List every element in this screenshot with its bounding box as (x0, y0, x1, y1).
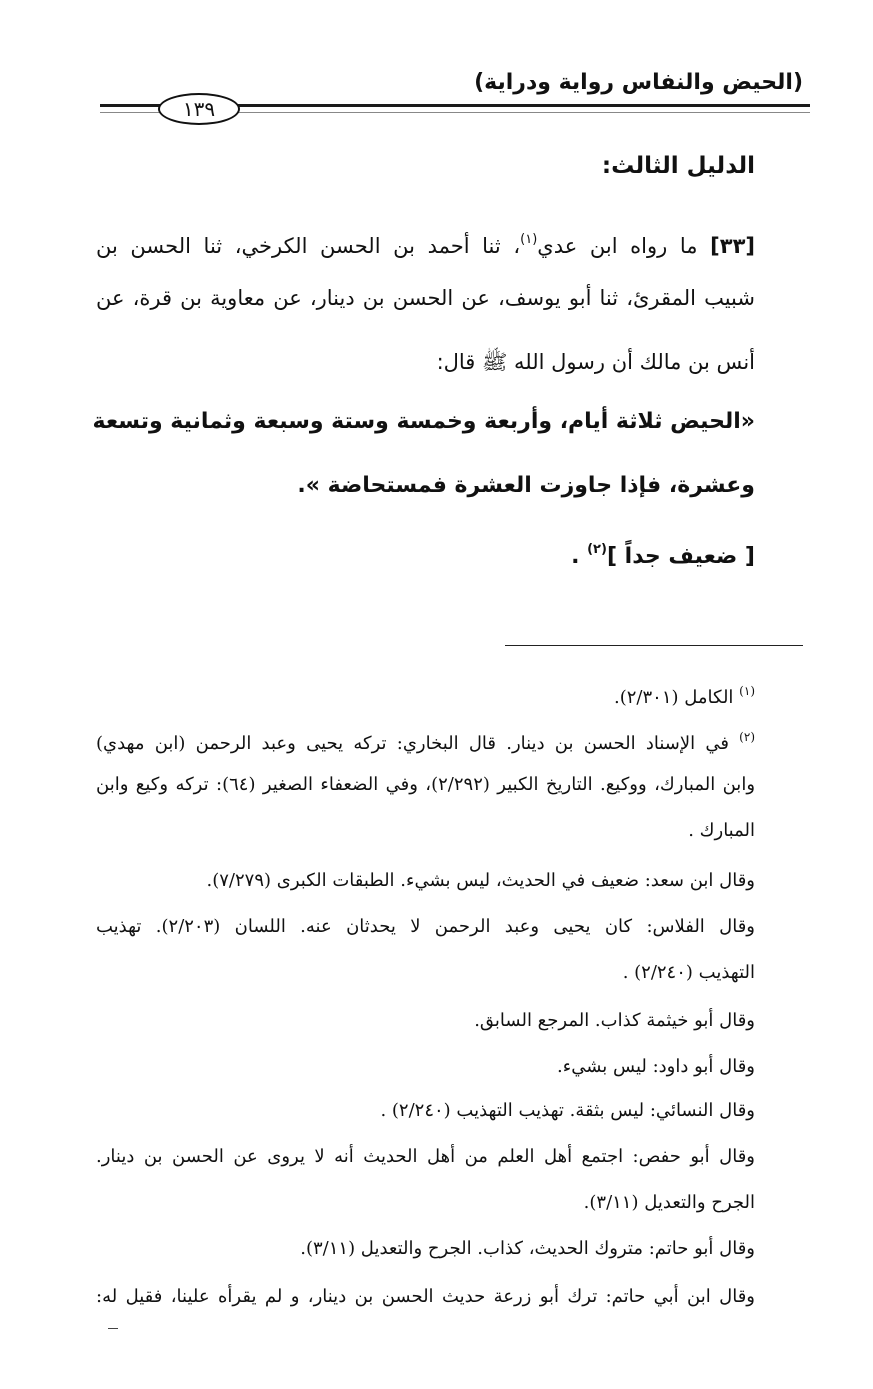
footnote-separator (505, 645, 803, 646)
hadith-text-line-2 (96, 466, 755, 506)
footnote-text: وقال الفلاس: كان يحيى وعبد الرحمن لا يحدثان عنه. اللسان (٢/٢٠٣). تهذيب (96, 916, 756, 937)
footnote-text: الجرح والتعديل (٣/١١). (583, 1192, 755, 1213)
footnote-line (96, 1094, 755, 1128)
footnote-text: وقال النسائي: ليس بثقة. تهذيب التهذيب (٢/٢٤٠) . (380, 1100, 755, 1121)
hadith-text: «الحيض ثلاثة أيام، وأربعة وخمسة وستة وسبعة وثمانية وتسعة (92, 409, 755, 434)
footnote-line (96, 956, 755, 990)
footnote-line (96, 1232, 755, 1266)
footnote-text: وقال ابن أبي حاتم: ترك أبو زرعة حديث الحسن بن دينار، و لم يقرأه علينا، فقيل له: (96, 1286, 755, 1307)
page-number: ١٣٩ (158, 93, 240, 125)
footnote-line (96, 674, 755, 708)
footnote-text: في الإسناد الحسن بن دينار. قال البخاري: تركه يحيى وعبد الرحمن (ابن مهدي) (96, 733, 729, 754)
body-text: ، ثنا أحمد بن الحسن الكرخي، ثنا الحسن بن (96, 234, 521, 258)
footnote-text: المبارك . (688, 820, 755, 841)
footnote-line (96, 864, 755, 898)
grading-line (96, 530, 755, 570)
body-line-2 (96, 278, 755, 318)
footnote-line (96, 910, 755, 944)
footnote-text: وقال أبو حاتم: متروك الحديث، كذاب. الجرح والتعديل (٣/١١). (300, 1238, 755, 1259)
body-text: أنس بن مالك أن رسول الله ﷺ قال: (436, 350, 755, 374)
footnote-line (96, 1186, 755, 1220)
body-text: ما رواه ابن عدي (537, 234, 698, 258)
section-heading: الدليل الثالث: (601, 153, 755, 179)
footnote-text: وقال أبو داود: ليس بشيء. (557, 1056, 755, 1077)
footnote-line (96, 1280, 755, 1314)
body-text: شبيب المقرئ، ثنا أبو يوسف، عن الحسن بن دينار، عن معاوية بن قرة، عن (96, 286, 755, 310)
period: . (571, 544, 588, 569)
footnote-text: وقال ابن سعد: ضعيف في الحديث، ليس بشيء. الطبقات الكبرى (٧/٢٧٩). (206, 870, 755, 891)
hadith-number: [٣٣] (710, 234, 755, 258)
book-title: (الحيض والنفاس رواية ودراية) (474, 70, 803, 95)
footnote-line (96, 720, 755, 754)
footnote-text: الكامل (٢/٣٠١). (614, 687, 734, 708)
footnote-line (96, 768, 755, 802)
hadith-text: وعشرة، فإذا جاوزت العشرة فمستحاضة ». (297, 473, 755, 498)
footnote-text: وابن المبارك، ووكيع. التاريخ الكبير (٢/٢٩٢)، وفي الضعفاء الصغير (٦٤): تركه وكيع وابن (96, 774, 756, 795)
footnote-marker: (١) (739, 684, 755, 698)
body-line-3 (96, 342, 755, 382)
footnote-line (96, 1050, 755, 1084)
body-line-1 (96, 220, 755, 260)
footnote-ref: (١) (520, 232, 538, 247)
footnote-line (96, 1004, 755, 1038)
grading: [ ضعيف جداً ] (606, 544, 755, 569)
footnote-text: وقال أبو خيثمة كذاب. المرجع السابق. (474, 1010, 755, 1031)
footnote-line (96, 1140, 755, 1174)
footnote-line (96, 814, 755, 848)
footnote-text: التهذيب (٢/٢٤٠) . (622, 962, 755, 983)
footnote-marker: (٢) (739, 730, 755, 744)
footnote-text: وقال أبو حفص: اجتمع أهل العلم من أهل الحديث أنه لا يروى عن الحسن بن دينار. (96, 1146, 755, 1167)
footnote-ref: (٢) (587, 542, 607, 557)
hadith-text-line-1 (92, 402, 755, 442)
scan-mark (108, 1328, 118, 1329)
